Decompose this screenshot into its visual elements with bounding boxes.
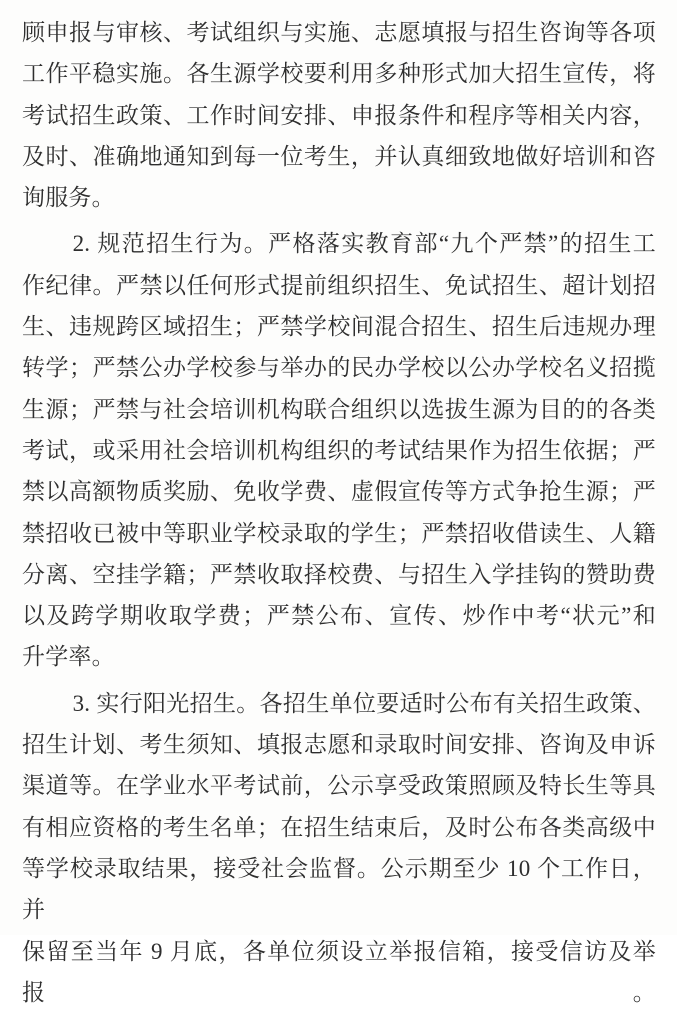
text-line: 考试，或采用社会培训机构组织的考试结果作为招生依据；严: [22, 437, 656, 463]
text-line: 工作平稳实施。各生源学校要利用多种形式加大招生宣传，将: [22, 61, 656, 87]
text-line: 及时、准确地通知到每一位考生，并认真细致地做好培训和咨: [22, 143, 656, 169]
text-line: 保留至当年 9 月底，各单位须设立举报信箱，接受信访及举报。: [22, 938, 656, 1005]
paragraph-item-3: [22, 683, 656, 1013]
text-line: 询服务。: [22, 185, 115, 211]
text-line: 升学率。: [22, 644, 115, 670]
text-line: 作纪律。严禁以任何形式提前组织招生、免试招生、超计划招: [22, 272, 656, 298]
paragraph-item-2: [22, 223, 656, 677]
text-line: 有相应资格的考生名单；在招生结束后，及时公布各类高级中: [22, 814, 656, 840]
text-line: 招生计划、考生须知、填报志愿和录取时间安排、咨询及申诉: [22, 732, 656, 758]
text-line: 转学；严禁公办学校参与举办的民办学校以公办学校名义招揽: [22, 355, 656, 381]
paragraph-continuation: [22, 12, 656, 218]
text-line: 生、违规跨区域招生；严禁学校间混合招生、招生后违规办理: [22, 314, 656, 340]
text-line: 顾申报与审核、考试组织与实施、志愿填报与招生咨询等各项: [22, 20, 656, 45]
text-line: 等学校录取结果，接受社会监督。公示期至少 10 个工作日，并: [22, 855, 656, 923]
text-line: 3. 实行阳光招生。各招生单位要适时公布有关招生政策、: [72, 690, 656, 716]
text-line: 考试招生政策、工作时间安排、申报条件和程序等相关内容，: [22, 102, 656, 128]
text-line: 分离、空挂学籍；严禁收取择校费、与招生入学挂钩的赞助费: [22, 561, 656, 587]
text-line: 2. 规范招生行为。严格落实教育部“九个严禁”的招生工: [72, 231, 656, 257]
text-line: 生源；严禁与社会培训机构联合组织以选拔生源为目的的各类: [22, 396, 656, 422]
text-line: 以及跨学期收取学费；严禁公布、宣传、炒作中考“状元”和: [22, 603, 656, 629]
text-line: 渠道等。在学业水平考试前，公示享受政策照顾及特长生等具: [22, 773, 656, 799]
text-line: 禁招收已被中等职业学校录取的学生；严禁招收借读生、人籍: [22, 520, 656, 546]
text-line: 禁以高额物质奖励、免收学费、虚假宣传等方式争抢生源；严: [22, 479, 656, 505]
